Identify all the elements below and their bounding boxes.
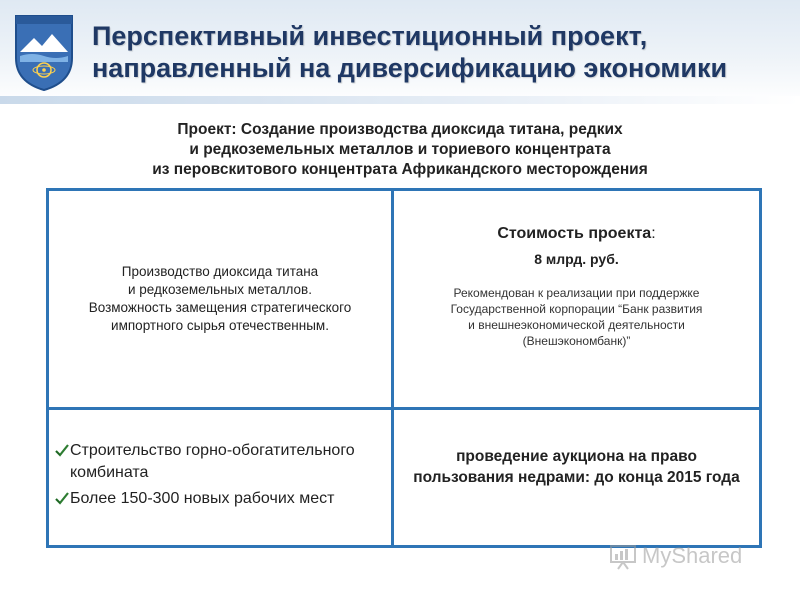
presentation-icon bbox=[608, 541, 638, 571]
check-arrow-icon bbox=[55, 491, 69, 507]
page-title bbox=[92, 20, 792, 84]
bullet-text: Строительство горно-обогатительного комбината bbox=[70, 442, 355, 481]
header-band bbox=[0, 96, 800, 104]
bullet-text: Более 150-300 новых рабочих мест bbox=[70, 490, 335, 507]
bullet-item bbox=[55, 488, 391, 510]
production-line-3: Возможность замещения стратегического bbox=[88, 300, 352, 315]
coat-of-arms-icon bbox=[12, 12, 76, 92]
watermark bbox=[608, 538, 768, 574]
production-line-4: импортного сырья отечественным. bbox=[111, 318, 329, 333]
cell-production-description bbox=[49, 191, 391, 407]
subtitle-line-1: Проект: Создание производства диоксида титана, редких bbox=[177, 121, 623, 138]
subtitle-line-2: и редкоземельных металлов и ториевого концентрата bbox=[189, 141, 611, 158]
title-line-1: Перспективный инвестиционный проект, bbox=[92, 21, 648, 51]
check-arrow-icon bbox=[55, 443, 69, 459]
recommend-line-2: Государственной корпорации “Банк развития bbox=[450, 302, 703, 316]
cost-title-text: Стоимость проекта bbox=[497, 225, 652, 242]
title-line-2: направленный на диверсификацию экономики bbox=[92, 53, 728, 83]
cost-value: 8 млрд. руб. bbox=[534, 251, 619, 267]
cost-title bbox=[394, 225, 759, 243]
recommendation-text bbox=[394, 285, 759, 349]
project-table bbox=[46, 188, 762, 548]
cost-title-colon: : bbox=[651, 225, 656, 242]
recommend-line-1: Рекомендован к реализации при поддержке bbox=[453, 286, 700, 300]
cell-auction-deadline: проведение аукциона на право пользования недрами: до конца 2015 года bbox=[413, 448, 740, 486]
production-line-2: и редкоземельных металлов. bbox=[128, 282, 312, 297]
recommend-line-4: (Внешэкономбанк)” bbox=[522, 334, 631, 348]
recommend-line-3: и внешнеэкономической деятельности bbox=[468, 318, 685, 332]
cell-project-cost bbox=[394, 191, 759, 407]
bullet-item bbox=[55, 440, 391, 484]
production-line-1: Производство диоксида титана bbox=[121, 264, 319, 279]
cell-benefits-list bbox=[49, 410, 391, 545]
project-subtitle bbox=[60, 120, 740, 180]
watermark-text: MyShared bbox=[642, 543, 743, 568]
subtitle-line-3: из перовскитового концентрата Африкандского месторождения bbox=[152, 161, 648, 178]
